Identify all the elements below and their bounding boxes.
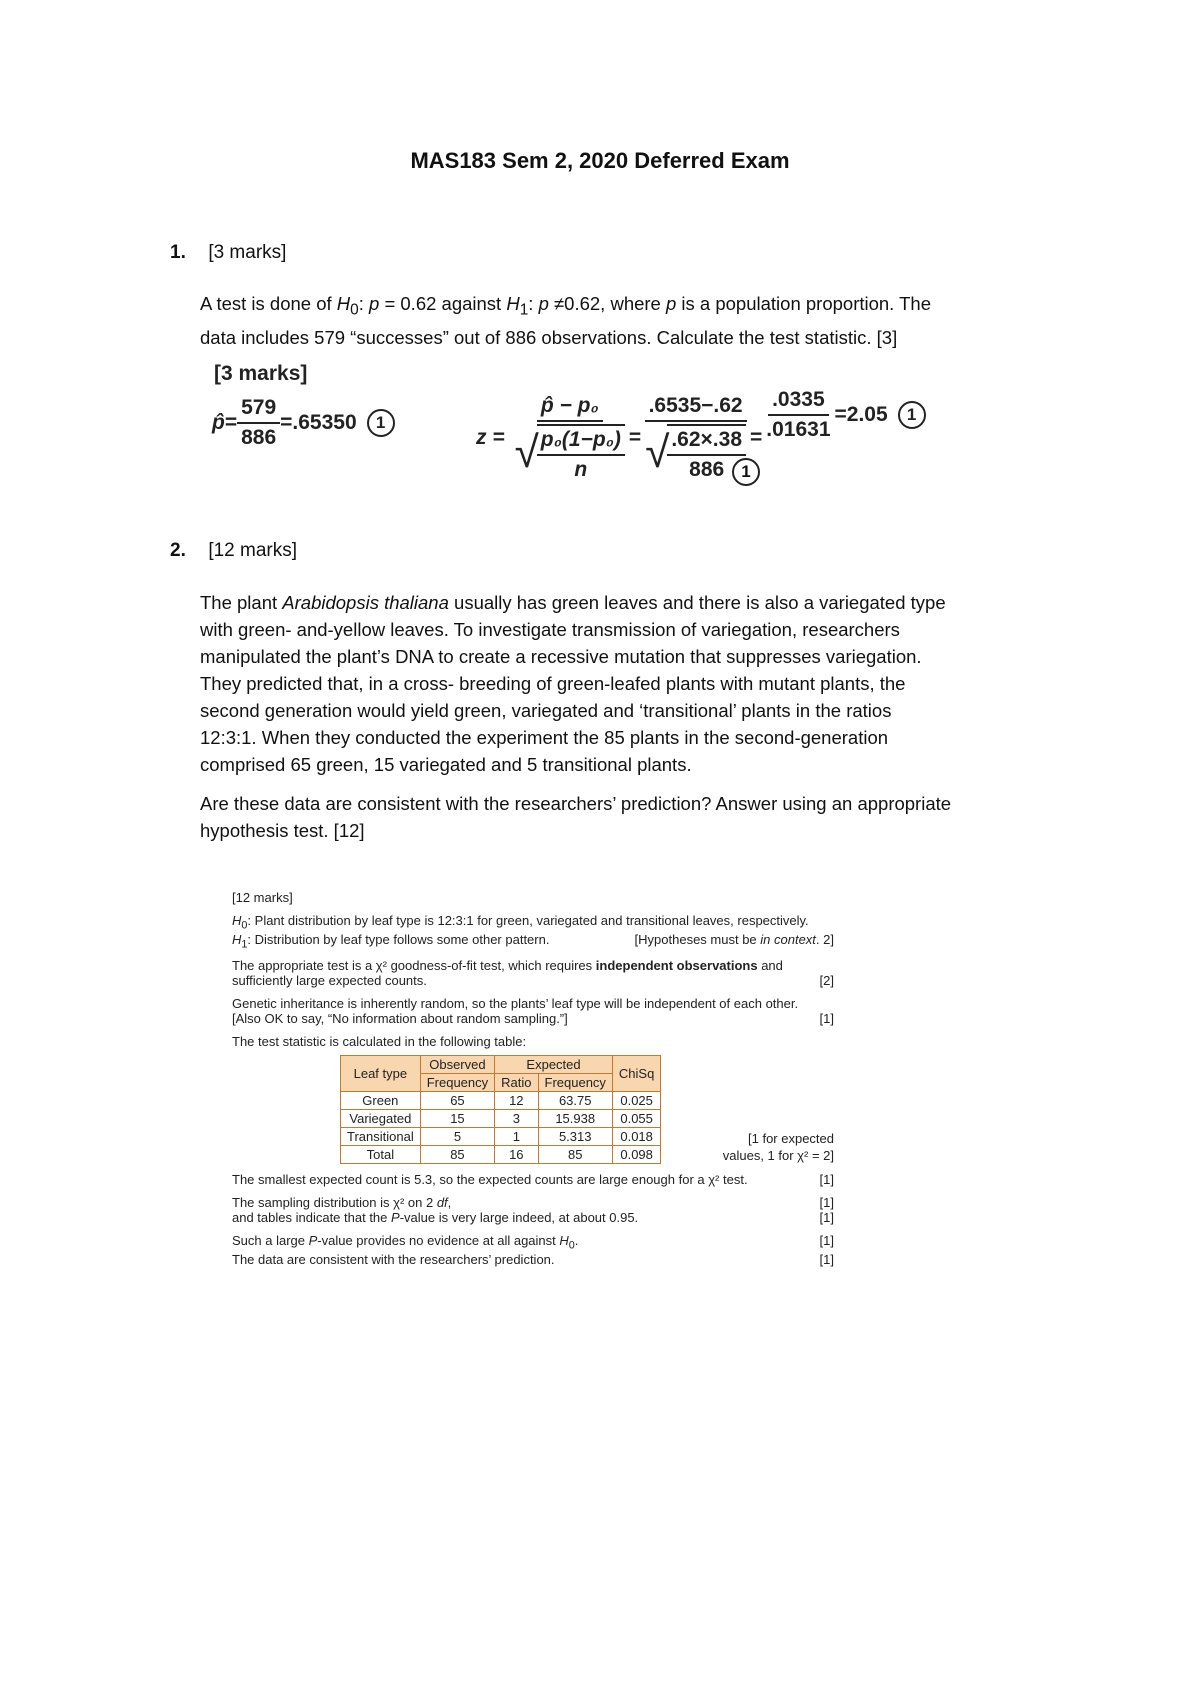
- header-expected: Expected: [495, 1056, 613, 1074]
- cell-expected: 5.313: [538, 1128, 612, 1146]
- phat-value: =.65350: [280, 411, 357, 434]
- result-fraction: [762, 388, 834, 442]
- question-2-line: They predicted that, in a cross- breeding of green-leafed plants with mutant plants, the: [200, 673, 906, 694]
- question-number: 2.: [170, 540, 186, 561]
- question-number: 1.: [170, 242, 186, 263]
- cell-ratio: 3: [495, 1110, 538, 1128]
- cell-observed: 65: [420, 1092, 494, 1110]
- cell-leaf: Transitional: [341, 1128, 421, 1146]
- question-1-header: [170, 242, 286, 264]
- question-2-line: comprised 65 green, 15 variegated and 5 transitional plants.: [200, 754, 692, 775]
- table-row: [341, 1110, 661, 1128]
- pvalue-line: Such a large P-value provides no evidence at all against $H_0$. [1]: [232, 1233, 834, 1252]
- header-frequency: Frequency: [420, 1074, 494, 1092]
- mark-circle-icon: 1: [367, 409, 395, 437]
- also-mark: [1]: [819, 1011, 834, 1027]
- test-mark: [2]: [819, 973, 834, 989]
- phat-equation: [212, 396, 395, 450]
- pvalue-mark: [1]: [819, 1233, 834, 1249]
- z-sqrt-top: p₀(1−p₀): [537, 428, 625, 456]
- question-marks: [12 marks]: [208, 540, 298, 561]
- table-row: [341, 1128, 661, 1146]
- sampling-mark: [1]: [819, 1195, 834, 1211]
- cell-expected: 63.75: [538, 1092, 612, 1110]
- table-area: [232, 1055, 834, 1164]
- smallest-line: The smallest expected count is 5.3, so the expected counts are large enough for a χ² test. [1]: [232, 1172, 834, 1188]
- question-2-line: hypothesis test. [12]: [200, 820, 365, 841]
- cell-leaf: Green: [341, 1092, 421, 1110]
- cell-observed: 5: [420, 1128, 494, 1146]
- solution-marks: [12 marks]: [232, 890, 293, 905]
- consistent-mark: [1]: [819, 1251, 834, 1267]
- sub-numerator: .6535−.62: [645, 394, 747, 422]
- test-line: The appropriate test is a χ² goodness-of-fit test, which requires independent observations and: [232, 958, 783, 974]
- question-marks: [3 marks]: [208, 242, 287, 263]
- sub-sqrt-top: .62×.38: [667, 428, 746, 456]
- solution-2: [232, 890, 834, 1267]
- question-2-line: manipulated the plant’s DNA to create a recessive mutation that suppresses variegation.: [200, 646, 922, 667]
- question-2-paragraph-2: [200, 790, 1080, 844]
- table-row: [341, 1092, 661, 1110]
- smallest-mark: [1]: [819, 1172, 834, 1188]
- cell-chisq: 0.025: [612, 1092, 660, 1110]
- z-numerator: p̂ − p₀: [537, 394, 603, 422]
- chi-square-table: [340, 1055, 661, 1164]
- cell-ratio: 1: [495, 1128, 538, 1146]
- cell-ratio: 12: [495, 1092, 538, 1110]
- cell-observed: 85: [420, 1146, 494, 1164]
- question-2-line: second generation would yield green, variegated and ‘transitional’ plants in the ratios: [200, 700, 892, 721]
- h1-line: $H_1$: Distribution by leaf type follows some other pattern. [Hypotheses must be in context. 2]: [232, 931, 834, 951]
- cell-expected: 85: [538, 1146, 612, 1164]
- page-title: MAS183 Sem 2, 2020 Deferred Exam: [410, 148, 790, 173]
- question-2-header: [170, 540, 297, 562]
- cell-leaf: Variegated: [341, 1110, 421, 1128]
- question-2-paragraph-1: [200, 589, 1080, 778]
- genetic-line: Genetic inheritance is inherently random, so the plants’ leaf type will be independent of each other.: [232, 996, 799, 1012]
- mark-circle-icon: 1: [732, 458, 760, 486]
- z-symbol: z =: [476, 426, 505, 449]
- question-2-line: 12:3:1. When they conducted the experiment the 85 plants in the second-generation: [200, 727, 889, 748]
- header-ratio: Ratio: [495, 1074, 538, 1092]
- cell-leaf: Total: [341, 1146, 421, 1164]
- equals-sign: =: [224, 411, 238, 434]
- question-2-line: Are these data are consistent with the researchers’ prediction? Answer using an appropriate: [200, 793, 952, 814]
- sqrt-icon: √: [645, 428, 670, 477]
- header-observed: Observed: [420, 1056, 494, 1074]
- header-leaf-type: Leaf type: [341, 1056, 421, 1092]
- cell-chisq: 0.055: [612, 1110, 660, 1128]
- phat-fraction: [237, 396, 280, 450]
- z-value: =2.05: [834, 403, 888, 426]
- phat-denominator: 886: [241, 426, 277, 449]
- z-fraction: [511, 394, 629, 482]
- calc-line: The test statistic is calculated in the following table:: [232, 1034, 527, 1050]
- test-line-2: sufficiently large expected counts. [2]: [232, 973, 834, 989]
- result-numerator: .0335: [768, 388, 829, 416]
- question-1-text: [200, 290, 1060, 351]
- cell-ratio: 16: [495, 1146, 538, 1164]
- answer-1-marks: [3 marks]: [214, 362, 308, 385]
- h0-line: $H_0$: Plant distribution by leaf type is 12:3:1 for green, variegated and transitional leaves, respectively.: [232, 913, 809, 932]
- header-chisq: ChiSq: [612, 1056, 660, 1092]
- phat-symbol: p̂: [212, 411, 225, 434]
- tables-mark: [1]: [819, 1210, 834, 1226]
- sampling-line: The sampling distribution is χ² on 2 df, [1]: [232, 1195, 834, 1211]
- mark-circle-icon: 1: [898, 401, 926, 429]
- question-1-line-2: data includes 579 “successes” out of 886 observations. Calculate the test statistic. [3]: [200, 326, 898, 348]
- cell-chisq: 0.018: [612, 1128, 660, 1146]
- z-sqrt-content: [537, 424, 625, 482]
- also-ok-line: [Also OK to say, “No information about random sampling.”] [1]: [232, 1011, 834, 1027]
- z-denominator: [511, 422, 629, 482]
- side-note-line: values, 1 for χ² = 2]: [722, 1148, 834, 1164]
- question-2-line: The plant Arabidopsis thaliana usually has green leaves and there is also a variegated type: [200, 592, 946, 613]
- result-denominator: .01631: [766, 418, 831, 441]
- equals-sign: =: [750, 426, 763, 449]
- table-row-total: [341, 1146, 661, 1164]
- cell-expected: 15.938: [538, 1110, 612, 1128]
- question-2-line: with green- and-yellow leaves. To investigate transmission of variegation, researchers: [200, 619, 900, 640]
- hypotheses-mark: [Hypotheses must be in context. 2]: [634, 931, 834, 947]
- cell-observed: 15: [420, 1110, 494, 1128]
- sub-sqrt-bottom: 886: [689, 458, 725, 481]
- header-frequency: Frequency: [538, 1074, 612, 1092]
- consistent-line: The data are consistent with the researchers’ prediction. [1]: [232, 1251, 834, 1267]
- species-name: Arabidopsis thaliana: [282, 592, 449, 613]
- tables-line: and tables indicate that the P-value is very large indeed, at about 0.95. [1]: [232, 1210, 834, 1226]
- question-1-line-1: A test is done of $H_0$: p = 0.62 against $H_1$: p ≠0.62, where p is a population proportion. The: [200, 293, 931, 319]
- sqrt-icon: √: [514, 428, 539, 477]
- side-note-line: [1 for expected: [748, 1131, 834, 1147]
- z-equation: [476, 388, 926, 482]
- cell-chisq: 0.098: [612, 1146, 660, 1164]
- table-side-note: [723, 1130, 834, 1164]
- phat-numerator: 579: [237, 396, 280, 424]
- z-sqrt-bottom: n: [574, 458, 588, 481]
- equals-sign: =: [628, 426, 642, 449]
